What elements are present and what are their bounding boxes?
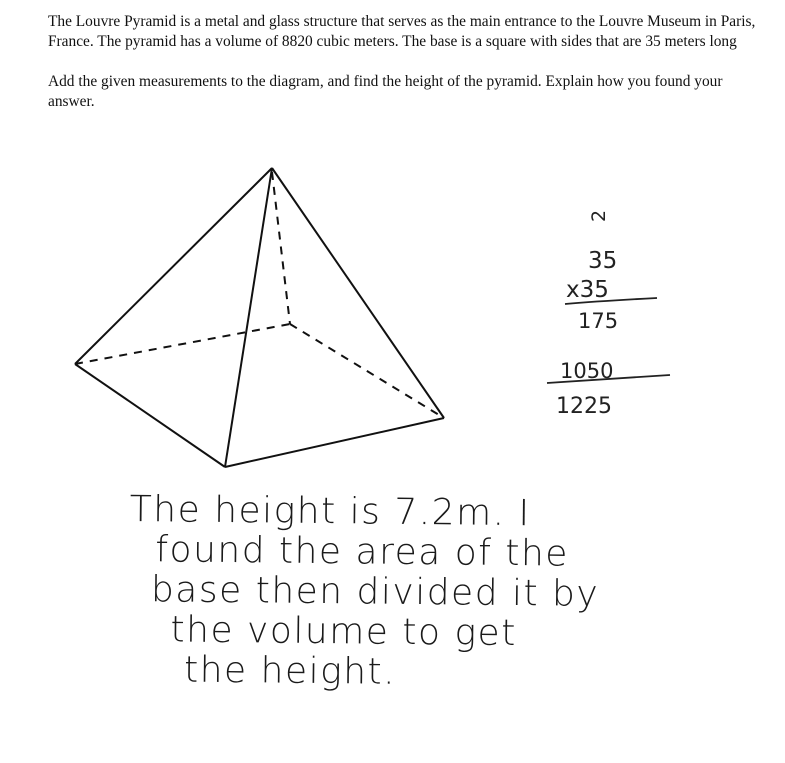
multiplier: x35 bbox=[566, 277, 609, 303]
partial-product-1: 175 bbox=[578, 309, 619, 333]
pyramid-solid-edges bbox=[75, 168, 444, 467]
edge-base-front-right bbox=[225, 418, 444, 467]
hidden-edge-apex-back bbox=[272, 172, 290, 324]
edge-apex-left bbox=[75, 168, 272, 364]
hidden-edge-base-back-left bbox=[75, 324, 290, 364]
answer-line-1: The height is 7.2m. I bbox=[129, 489, 531, 535]
multiplication-work bbox=[547, 210, 670, 419]
answer-line-4: the volume to get bbox=[170, 609, 518, 655]
multiplicand: 35 bbox=[588, 248, 618, 274]
handwritten-answer bbox=[128, 490, 750, 696]
answer-line-2: found the area of the bbox=[155, 529, 570, 575]
carry-digit: 2 bbox=[588, 209, 610, 222]
final-product: 1225 bbox=[556, 394, 612, 419]
edge-apex-front bbox=[225, 168, 272, 467]
problem-paragraph-2: Add the given measurements to the diagram, and find the height of the pyramid. Explain how you found your answer. bbox=[48, 73, 723, 110]
hidden-edge-base-back-right bbox=[290, 324, 444, 418]
partial-product-2: 1050 bbox=[560, 359, 614, 383]
problem-paragraph-1: The Louvre Pyramid is a metal and glass structure that serves as the main entrance to the Louvre Museum in Paris, France. The pyramid has a volume of 8820 cubic meters. The base is a square with sides that are 35 meters long bbox=[48, 13, 756, 50]
pyramid-hidden-edges bbox=[75, 172, 444, 418]
answer-line-5: the height. bbox=[183, 649, 397, 693]
edge-base-front-left bbox=[75, 364, 225, 467]
answer-line-3: base then divided it by bbox=[150, 569, 600, 615]
edge-apex-right bbox=[272, 168, 444, 418]
